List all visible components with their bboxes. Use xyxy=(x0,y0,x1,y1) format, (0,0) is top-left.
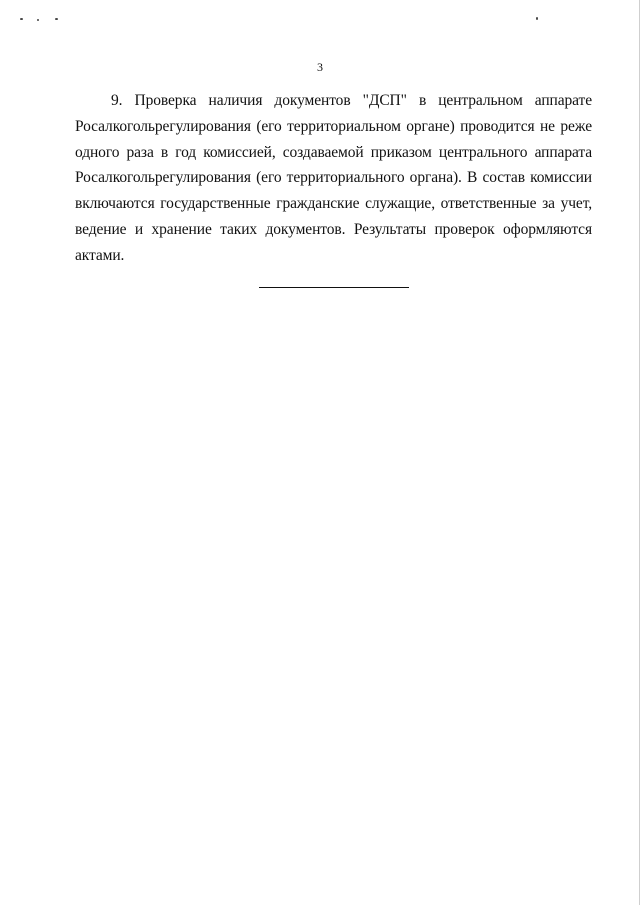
scan-speck xyxy=(536,17,538,20)
document-body xyxy=(75,88,592,269)
paragraph-9: 9. Проверка наличия документов "ДСП" в центральном аппарате Росалкогольрегулирования (его территориальном органе) проводится не реже одного раза в год комиссией, создаваемой приказом центрального аппарата Росалкогольрегулирования (его территориального органа). В состав комиссии включаются государственные гражданские служащие, ответственные за учет, ведение и хранение таких документов. Результаты проверок оформляются актами. xyxy=(75,92,592,264)
page-number: 3 xyxy=(317,60,323,74)
scan-speck xyxy=(37,19,39,21)
end-separator-line xyxy=(259,287,409,288)
scan-speck xyxy=(55,18,58,20)
scan-speck xyxy=(20,18,23,20)
